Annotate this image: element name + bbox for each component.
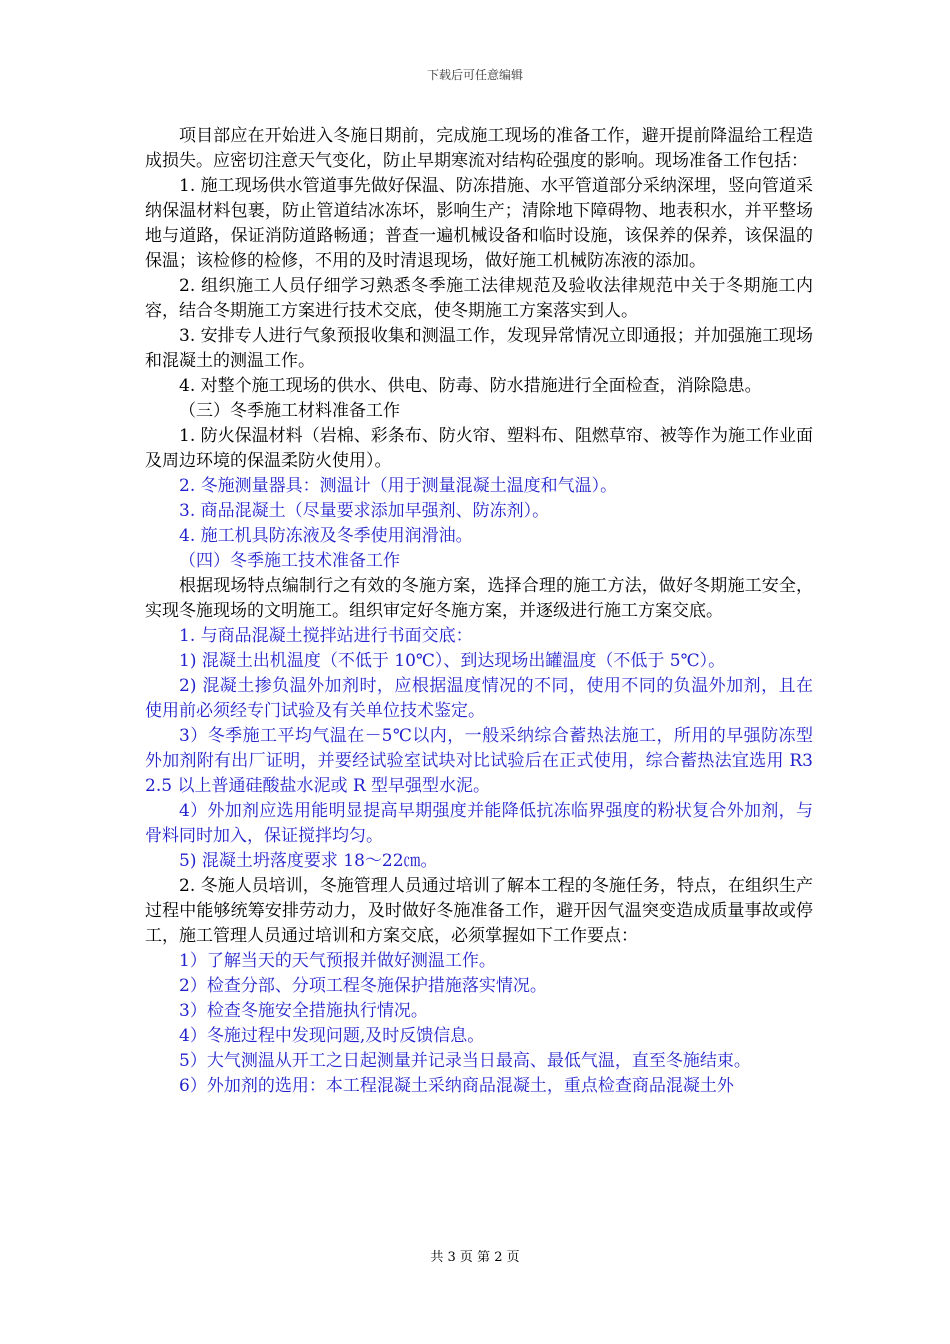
paragraph-subitem: 1) 混凝土出机温度（不低于 10℃）、到达现场出罐温度（不低于 5℃）。 [179, 651, 726, 671]
paragraph-body: 根据现场特点编制行之有效的冬施方案，选择合理的施工方法，做好冬期施工安全，实现冬施现场的文明施工。组织审定好冬施方案，并逐级进行施工方案交底。 [145, 576, 813, 621]
paragraph-subitem: 1）了解当天的天气预报并做好测温工作。 [179, 951, 496, 971]
paragraph-item: 3. 商品混凝土（尽量要求添加早强剂、防冻剂）。 [179, 501, 550, 521]
paragraph-item: 2. 冬施测量器具：测温计（用于测量混凝土温度和气温）。 [179, 476, 618, 496]
paragraph-intro: 项目部应在开始进入冬施日期前，完成施工现场的准备工作，避开提前降温给工程造成损失。应密切注意天气变化，防止早期寒流对结构砼强度的影响。现场准备工作包括： [145, 126, 813, 171]
paragraph-item: 4. 施工机具防冻液及冬季使用润滑油。 [179, 526, 473, 546]
document-body [145, 124, 813, 1099]
paragraph-item: 1. 与商品混凝土搅拌站进行书面交底： [179, 626, 473, 646]
paragraph-subitem: 4）外加剂应选用能明显提高早期强度并能降低抗冻临界强度的粉状复合外加剂，与骨料同时加入，保证搅拌均匀。 [145, 801, 813, 846]
paragraph-item: 3. 安排专人进行气象预报收集和测温工作，发现异常情况立即通报；并加强施工现场和混凝土的测温工作。 [145, 326, 813, 371]
section-heading: （三）冬季施工材料准备工作 [179, 401, 400, 421]
paragraph-subitem: 3）冬季施工平均气温在－5℃以内，一般采纳综合蓄热法施工，所用的早强防冻型外加剂附有出厂证明，并要经试验室试块对比试验后在正式使用，综合蓄热法宜选用 R32.5 以上普通硅酸盐水泥或 R 型早强型水泥。 [145, 726, 813, 796]
paragraph-subitem: 4）冬施过程中发现问题,及时反馈信息。 [179, 1026, 485, 1046]
paragraph-subitem: 2）检查分部、分项工程冬施保护措施落实情况。 [179, 976, 547, 996]
page-header: 下载后可任意编辑 [426, 68, 523, 82]
paragraph-subitem: 6）外加剂的选用：本工程混凝土采纳商品混凝土，重点检查商品混凝土外 [179, 1076, 734, 1096]
paragraph-item: 2. 冬施人员培训，冬施管理人员通过培训了解本工程的冬施任务，特点，在组织生产过程中能够统筹安排劳动力，及时做好冬施准备工作，避开因气温突变造成质量事故或停工，施工管理人员通过培训和方案交底，必须掌握如下工作要点： [145, 876, 813, 946]
paragraph-subitem: 5) 混凝土坍落度要求 18～22㎝。 [179, 851, 438, 871]
paragraph-item: 4. 对整个施工现场的供水、供电、防毒、防水措施进行全面检查，消除隐患。 [179, 376, 762, 396]
paragraph-subitem: 3）检查冬施安全措施执行情况。 [179, 1001, 428, 1021]
paragraph-subitem: 2) 混凝土掺负温外加剂时，应根据温度情况的不同，使用不同的负温外加剂，且在使用前必须经专门试验及有关单位技术鉴定。 [145, 676, 813, 721]
section-heading: （四）冬季施工技术准备工作 [179, 551, 400, 571]
paragraph-item: 2. 组织施工人员仔细学习熟悉冬季施工法律规范及验收法律规范中关于冬期施工内容，结合冬期施工方案进行技术交底，使冬期施工方案落实到人。 [145, 276, 813, 321]
paragraph-item: 1. 防火保温材料（岩棉、彩条布、防火帘、塑料布、阻燃草帘、被等作为施工作业面及周边环境的保温柔防火使用）。 [145, 426, 813, 471]
page-footer: 共 3 页 第 2 页 [430, 1250, 520, 1265]
paragraph-subitem: 5）大气测温从开工之日起测量并记录当日最高、最低气温，直至冬施结束。 [179, 1051, 751, 1071]
paragraph-item: 1. 施工现场供水管道事先做好保温、防冻措施、水平管道部分采纳深埋，竖向管道采纳保温材料包裹，防止管道结冰冻坏，影响生产；清除地下障碍物、地表积水，并平整场地与道路，保证消防道路畅通；普查一遍机械设备和临时设施，该保养的保养，该保温的保温；该检修的检修，不用的及时清退现场，做好施工机械防冻液的添加。 [145, 176, 813, 271]
